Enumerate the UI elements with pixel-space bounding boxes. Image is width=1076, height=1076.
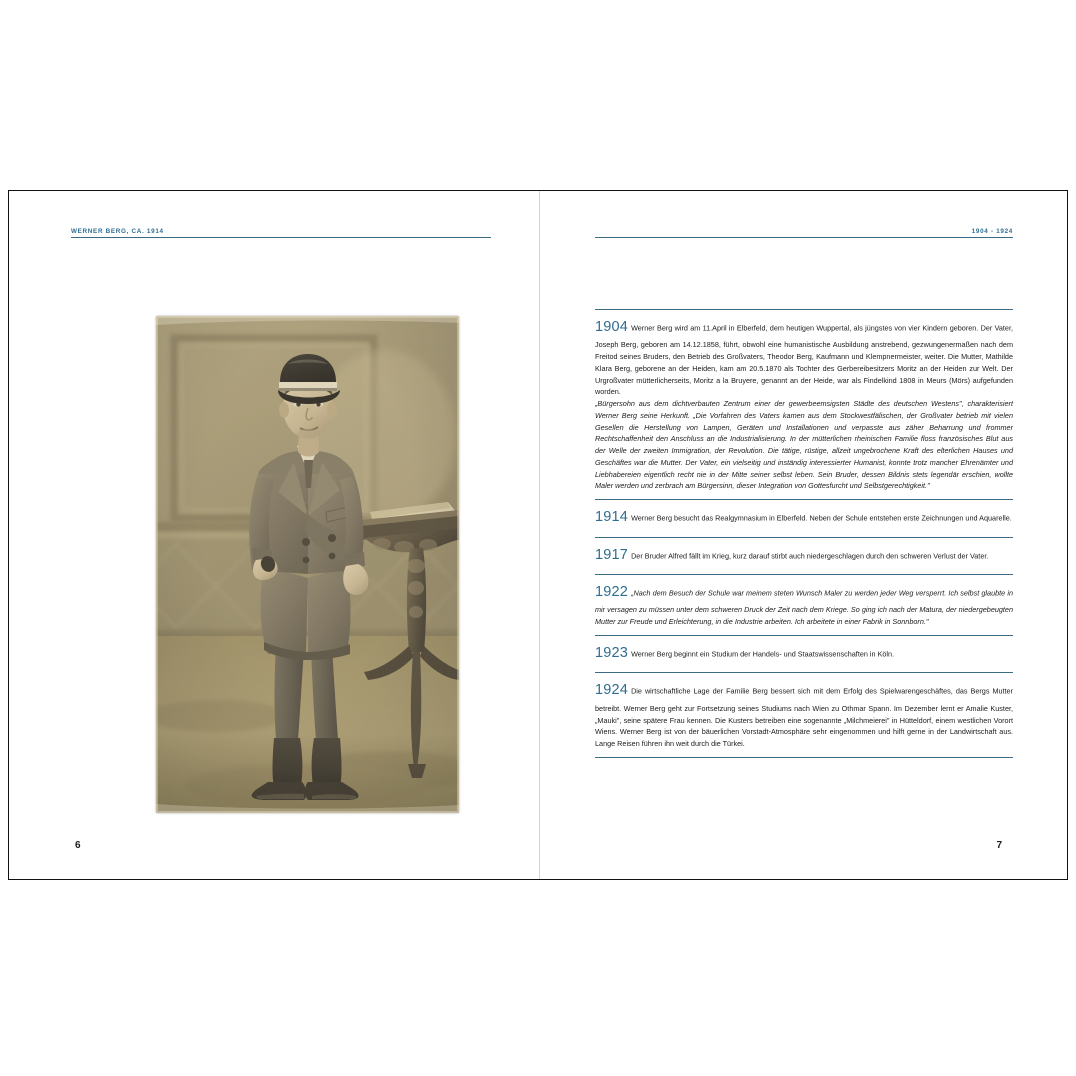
chronology-year: 1914	[595, 509, 629, 526]
chronology-entry-first-paragraph	[595, 581, 1013, 628]
chronology-entry-first-paragraph	[595, 544, 1013, 567]
chronology-year: 1904	[595, 319, 629, 335]
left-page	[9, 191, 539, 879]
chronology-entry-first-paragraph	[595, 679, 1013, 749]
chronology-text: „Nach dem Besuch der Schule war meinem steten Wunsch Maler zu werden jeder Weg versperrt. Ich selbst glaubte in mir versagen zu müssen unter dem schweren Druck der Zeit nach dem Kriege. So ging ich nach der Matura, der niedergebeugten Mutter zur Freude und Erleichterung, in die Industrie arbeiten. Ich arbeitete in einer Fabrik in Sonnborn."	[595, 588, 1013, 627]
chronology-list	[595, 309, 1013, 758]
photograph-artwork	[156, 316, 459, 813]
chronology-year: 1924	[595, 682, 629, 699]
chronology-text: Die wirtschaftliche Lage der Familie Berg bessert sich mit dem Erfolg des Spielwarengeschäftes, das Bergs Mutter betreibt. Werner Berg geht zur Fortsetzung seines Studiums nach Wien zu Othmar Spann. Im Dezember lernt er Amalie Kuster, „Mauki", seine spätere Frau kennen. Die Kusters betreiben eine sogenannte „Milchmeierei" in Hütteldorf, einem westlichen Vorort Wiens. Werner Berg ist von der bäuerlichen Vorstadt-Atmosphäre sehr eingenommen und hilft gerne in der Landwirtschaft aus. Lange Reisen führen ihn weit durch die Türkei.	[595, 686, 1013, 749]
chronology-entry	[595, 537, 1013, 574]
photograph-figure	[156, 316, 459, 813]
chronology-year: 1923	[595, 644, 629, 661]
chronology-text: Werner Berg besucht das Realgymnasium in Elberfeld. Neben der Schule entstehen erste Zeichnungen und Aquarelle.	[631, 513, 1012, 523]
chronology-text: Werner Berg wird am 11.April in Elberfeld, dem heutigen Wuppertal, als jüngstes von vier Kindern geboren. Der Vater, Joseph Berg, geboren am 14.12.1858, führt, obwohl eine humanistische Ausbildung anstrebend, gezwungenermaßen nach dem Freitod seines Bruders, den Betrieb des Großvaters, Theodor Berg, Kaufmann und Klempnermeister, weiter. Die Mutter, Mathilde Klara Berg, geborene an der Heiden, kam am 20.5.1870 als Tochter des Gerbereibesitzers Moritz an der Heiden zur Welt. Der Urgroßvater mütterlicherseits, Moritz a la Bruyere, genannt an der Heide, war als Findelkind 1808 in Meurs (Mörs) aufgefunden worden.	[595, 323, 1013, 397]
chronology-year: 1922	[595, 584, 629, 600]
chronology-entry	[595, 309, 1013, 499]
page-number-left: 6	[75, 840, 81, 851]
right-page	[540, 191, 1068, 879]
running-head-right-text: 1904 - 1924	[971, 227, 1013, 235]
chronology-entry	[595, 672, 1013, 757]
page-number-right: 7	[996, 840, 1002, 851]
chronology-entry-first-paragraph	[595, 506, 1013, 529]
portrait-photograph	[156, 316, 459, 813]
chronology-entry	[595, 499, 1013, 536]
chronology-entry-first-paragraph	[595, 642, 1013, 665]
book-spread	[8, 190, 1068, 880]
chronology-year: 1917	[595, 546, 629, 563]
chronology-entry	[595, 574, 1013, 635]
chronology-entry	[595, 635, 1013, 672]
running-head-left-text: WERNER BERG, CA. 1914	[71, 227, 164, 235]
running-head-left	[71, 219, 491, 238]
running-head-right	[595, 219, 1013, 238]
chronology-text: Der Bruder Alfred fällt im Krieg, kurz darauf stirbt auch niedergeschlagen durch den schweren Verlust der Vater.	[631, 551, 989, 561]
chronology-quote-paragraph: „Bürgersohn aus dem dichtverbauten Zentrum einer der gewerbeemsigsten Städte des deutschen Westens", charakterisiert Werner Berg seine Herkunft. „Die Vorfahren des Vaters kamen aus dem Stockwestfälischen, der Großvater betrieb mit vielen Gesellen die Herstellung von Lampen, Geräten und Installationen und verpasste aus zäher Beharrung und frommer Rechtschaffenheit den Anschluss an die Industrialisierung. In der mütterlichen rheinischen Familie floss französisches Blut aus der Welle der zweiten Immigration, der Revolution. Die tätige, rüstige, allzeit ungebrochene Kraft des elterlichen Hauses und Geschäftes war die Mutter. Der Vater, ein vielseitig und inständig interessierter Humanist, konnte trotz mancher Ehrenämter und Liebhabereien eigentlich recht nie in der Mitte seiner selbst leben. Sein Bruder, dessen Bildnis stets legendär erschien, wollte Maler werden und zerbrach am Bürgersinn, dieser Integration von Gottesfurcht und Selbstgerechtigkeit."	[595, 399, 1013, 491]
chronology-entry-first-paragraph	[595, 316, 1013, 398]
chronology-text: Werner Berg beginnt ein Studium der Handels- und Staatswissenschaften in Köln.	[631, 649, 895, 659]
